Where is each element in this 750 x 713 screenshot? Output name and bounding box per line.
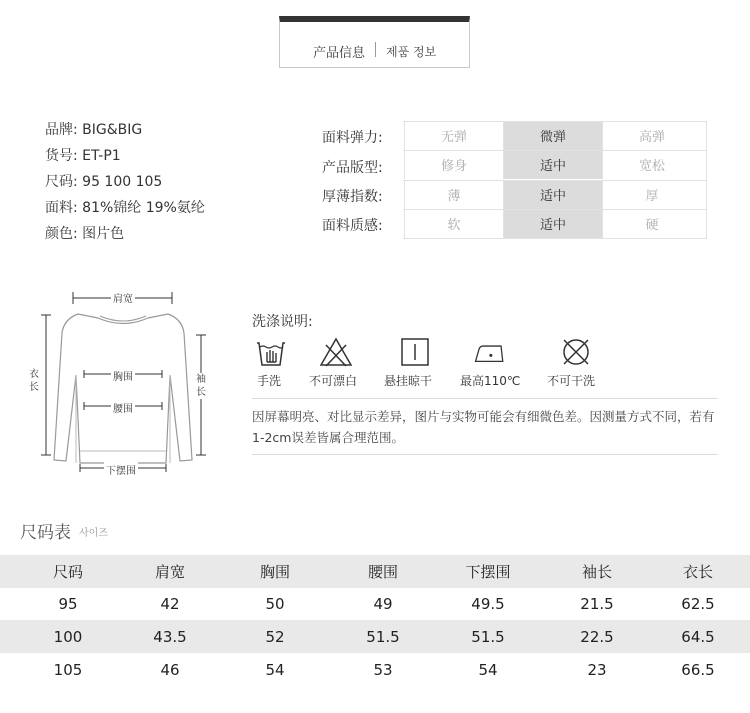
table-cell: 53: [373, 660, 393, 679]
table-header-cell: 衣长: [682, 563, 713, 581]
color-line: 颜色: 图片色: [45, 226, 125, 242]
grid-option: 厚: [602, 180, 701, 209]
hang-dry-icon: [398, 335, 432, 369]
waist-label: 腰围: [111, 400, 135, 415]
grid-row-thickness: [404, 180, 701, 209]
grid-option: 薄: [404, 180, 503, 209]
care-label-hang-dry: 悬挂晾干: [384, 374, 433, 388]
grid-option-selected: 微弹: [503, 121, 602, 150]
table-cell: 100: [53, 627, 83, 646]
table-header-cell: 肩宽: [154, 563, 185, 581]
grid-label-elasticity: 面料弹力:: [322, 130, 383, 146]
grid-row-elasticity: [404, 121, 701, 150]
grid-option-selected: 适中: [503, 209, 602, 238]
grid-option: 软: [404, 209, 503, 238]
grid-row-texture: [404, 209, 701, 238]
table-cell: 62.5: [681, 594, 715, 613]
header-divider: [375, 42, 376, 57]
table-cell: 54: [265, 660, 285, 679]
size-chart-title: 尺码表: [20, 523, 71, 543]
grid-line: [403, 238, 707, 239]
grid-line: [403, 121, 707, 122]
grid-option: 宽松: [602, 150, 701, 179]
color-disclaimer: 因屏幕明亮、对比显示差异，图片与实物可能会有细微色差。因测量方式不同，若有1-2cm误差皆属合理范围。: [252, 409, 715, 445]
no-dry-clean-icon: [559, 335, 593, 369]
grid-line: [403, 150, 707, 151]
table-header-cell: 尺码: [52, 563, 83, 581]
care-title: 洗涤说明:: [252, 314, 313, 330]
size-chart-subtitle: 사이즈: [79, 528, 108, 539]
table-row: [0, 620, 750, 653]
grid-option: 修身: [404, 150, 503, 179]
care-label-hand-wash: 手洗: [257, 374, 282, 388]
grid-option: 硬: [602, 209, 701, 238]
table-cell: 95: [58, 594, 78, 613]
table-cell: 23: [587, 660, 607, 679]
grid-label-thickness: 厚薄指数:: [322, 189, 383, 205]
care-label-no-bleach: 不可漂白: [309, 374, 358, 388]
table-cell: 54: [478, 660, 498, 679]
section-title: 产品信息: [313, 46, 366, 61]
fabric-line: 面料: 81%锦纶 19%氨纶: [45, 200, 205, 216]
table-cell: 46: [160, 660, 180, 679]
table-header-cell: 胸围: [259, 563, 290, 581]
grid-option: 高弹: [602, 121, 701, 150]
table-cell: 64.5: [681, 627, 715, 646]
table-header-cell: 下摆围: [465, 563, 511, 581]
table-cell: 22.5: [580, 627, 614, 646]
table-header-cell: 袖长: [581, 563, 612, 581]
table-cell: 49: [373, 594, 393, 613]
care-label-iron: 最高110℃: [460, 374, 521, 388]
care-divider: [252, 454, 718, 455]
table-cell: 105: [53, 660, 83, 679]
grid-label-texture: 面料质感:: [322, 218, 383, 234]
table-cell: 50: [265, 594, 285, 613]
no-bleach-icon: [319, 335, 353, 369]
table-cell: 51.5: [366, 627, 400, 646]
table-header-cell: 腰围: [367, 563, 398, 581]
table-row: [0, 587, 750, 620]
iron-icon: [473, 335, 507, 369]
table-cell: 42: [160, 594, 180, 613]
item-number-line: 货号: ET-P1: [45, 148, 121, 164]
grid-line: [403, 180, 707, 181]
length-label: 衣长: [29, 369, 39, 393]
brand-line: 品牌: BIG&BIG: [45, 122, 143, 138]
table-row: [0, 653, 750, 686]
table-cell: 66.5: [681, 660, 715, 679]
grid-row-fit: [404, 150, 701, 179]
table-cell: 52: [265, 627, 285, 646]
grid-line: [403, 209, 707, 210]
shoulder-label: 肩宽: [111, 290, 135, 305]
grid-option-selected: 适中: [503, 150, 602, 179]
table-cell: 21.5: [580, 594, 614, 613]
care-label-no-dry-clean: 不可干洗: [547, 374, 596, 388]
hem-label: 下摆围: [104, 462, 138, 477]
size-table-header: [0, 555, 750, 588]
table-cell: 49.5: [471, 594, 505, 613]
grid-line: [706, 121, 707, 239]
section-subtitle: 제품 정보: [386, 45, 437, 59]
hand-wash-icon: [254, 335, 288, 369]
chest-label: 胸围: [111, 368, 135, 383]
table-cell: 43.5: [153, 627, 187, 646]
sleeve-label: 袖长: [196, 374, 206, 398]
grid-option-selected: 适中: [503, 180, 602, 209]
grid-label-fit: 产品版型:: [322, 160, 383, 176]
grid-option: 无弹: [404, 121, 503, 150]
care-divider: [252, 398, 718, 399]
table-cell: 51.5: [471, 627, 505, 646]
size-line: 尺码: 95 100 105: [45, 174, 163, 190]
